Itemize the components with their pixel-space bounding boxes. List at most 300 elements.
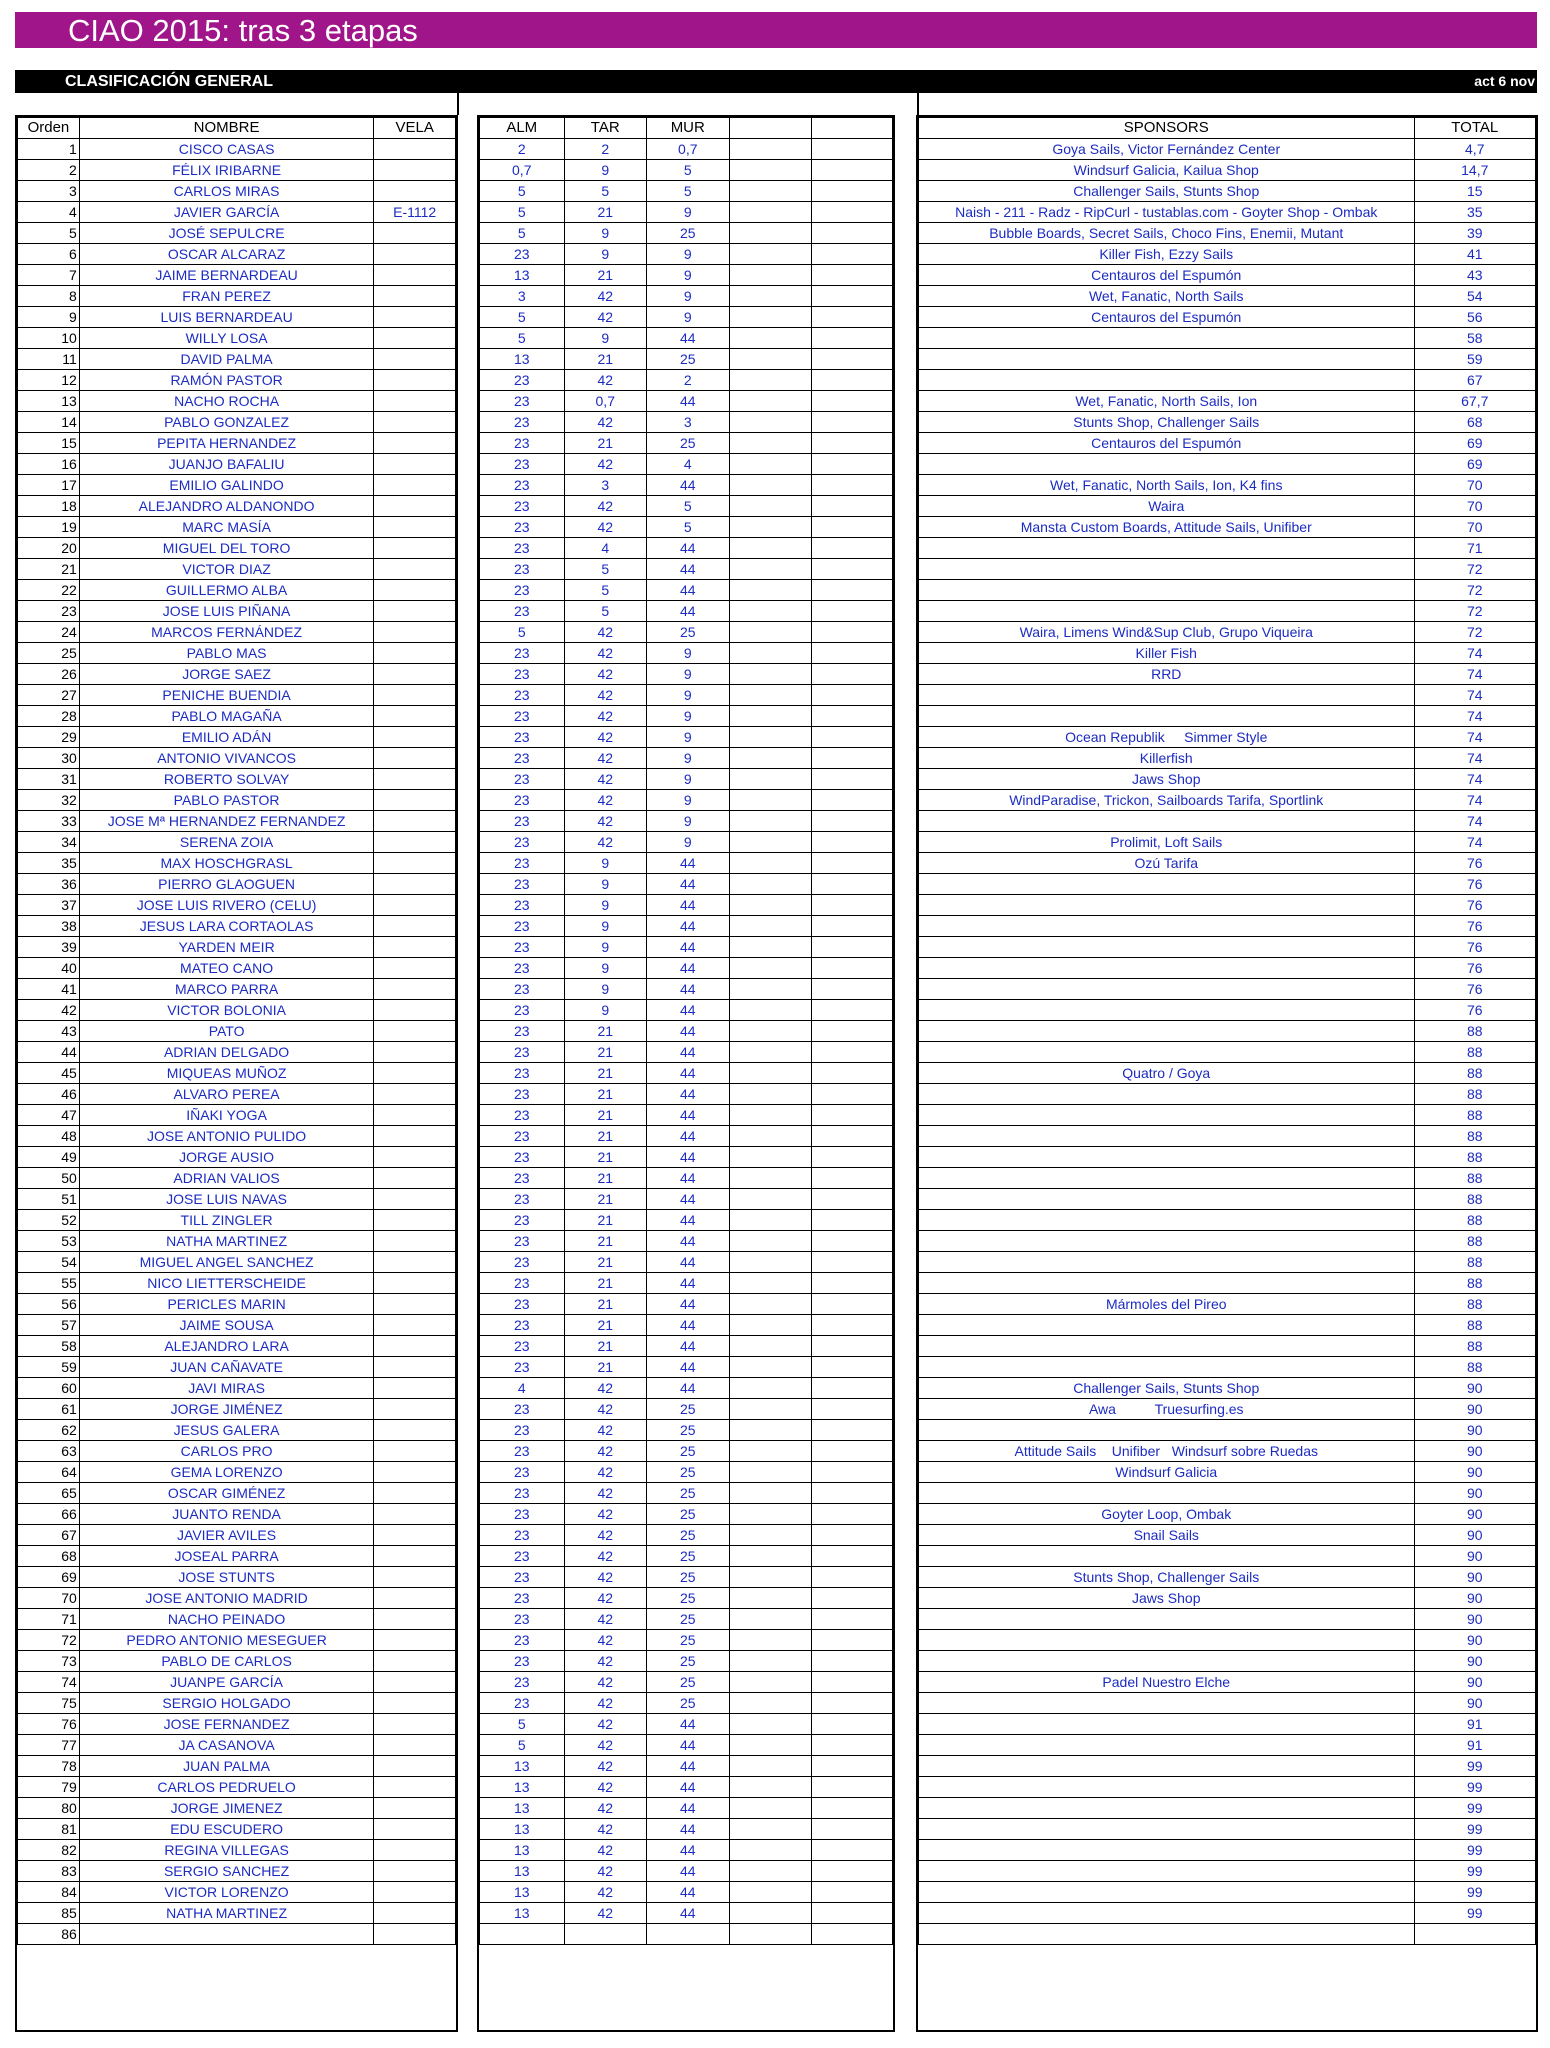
table-row — [480, 559, 893, 580]
vela-cell — [374, 1231, 456, 1252]
alm-cell: 2 — [480, 139, 565, 160]
blank-cell — [729, 1399, 811, 1420]
blank-cell — [811, 1021, 892, 1042]
mur-cell: 5 — [647, 181, 730, 202]
mur-cell: 44 — [647, 1042, 730, 1063]
vela-cell — [374, 1336, 456, 1357]
sponsors-cell — [919, 1252, 1415, 1273]
sponsors-cell: Waira, Limens Wind&Sup Club, Grupo Viqueira — [919, 622, 1415, 643]
blank-cell — [811, 1063, 892, 1084]
orden-cell: 73 — [18, 1651, 80, 1672]
mur-cell: 25 — [647, 1441, 730, 1462]
table-row — [480, 895, 893, 916]
blank-cell — [729, 1105, 811, 1126]
orden-cell: 65 — [18, 1483, 80, 1504]
table-row — [18, 391, 456, 412]
tar-cell: 9 — [564, 244, 647, 265]
total-cell: 76 — [1414, 1000, 1536, 1021]
nombre-cell: PABLO MAGAÑA — [79, 706, 373, 727]
total-cell: 90 — [1414, 1504, 1536, 1525]
tar-cell: 0,7 — [564, 391, 647, 412]
orden-cell: 72 — [18, 1630, 80, 1651]
mur-cell: 25 — [647, 349, 730, 370]
sponsors-cell: Padel Nuestro Elche — [919, 1672, 1415, 1693]
blank-cell — [811, 1273, 892, 1294]
table-row — [480, 286, 893, 307]
alm-cell: 23 — [480, 853, 565, 874]
table-row — [919, 1105, 1536, 1126]
mur-cell: 44 — [647, 601, 730, 622]
nombre-cell: CARLOS MIRAS — [79, 181, 373, 202]
nombre-cell: JORGE JIMENEZ — [79, 1798, 373, 1819]
table-row — [18, 1357, 456, 1378]
total-cell: 90 — [1414, 1588, 1536, 1609]
blank-cell — [811, 1315, 892, 1336]
tar-cell: 21 — [564, 1168, 647, 1189]
tar-cell: 9 — [564, 874, 647, 895]
alm-cell: 23 — [480, 685, 565, 706]
blank-cell — [729, 1084, 811, 1105]
total-cell: 43 — [1414, 265, 1536, 286]
blank-cell — [729, 559, 811, 580]
sponsors-cell — [919, 1714, 1415, 1735]
sponsors-cell: Goya Sails, Victor Fernández Center — [919, 139, 1415, 160]
total-cell: 91 — [1414, 1735, 1536, 1756]
mur-cell: 9 — [647, 685, 730, 706]
nombre-cell: VICTOR LORENZO — [79, 1882, 373, 1903]
orden-cell: 39 — [18, 937, 80, 958]
vela-cell — [374, 370, 456, 391]
table-row — [480, 622, 893, 643]
sponsors-cell: Jaws Shop — [919, 769, 1415, 790]
table-row — [919, 1462, 1536, 1483]
vela-cell — [374, 139, 456, 160]
table-row — [18, 748, 456, 769]
mur-cell: 0,7 — [647, 139, 730, 160]
vela-cell — [374, 727, 456, 748]
vela-cell — [374, 601, 456, 622]
sponsors-cell — [919, 1000, 1415, 1021]
mur-cell: 44 — [647, 1021, 730, 1042]
orden-cell: 29 — [18, 727, 80, 748]
table-row — [18, 643, 456, 664]
nombre-cell: JOSE FERNANDEZ — [79, 1714, 373, 1735]
total-cell: 99 — [1414, 1882, 1536, 1903]
blank-cell — [811, 1189, 892, 1210]
total-cell: 90 — [1414, 1420, 1536, 1441]
table-row — [480, 1777, 893, 1798]
table-row — [480, 601, 893, 622]
alm-cell: 5 — [480, 181, 565, 202]
vela-cell — [374, 1168, 456, 1189]
table-row — [919, 1903, 1536, 1924]
table-row — [919, 1609, 1536, 1630]
table-row — [480, 181, 893, 202]
sponsors-cell — [919, 1210, 1415, 1231]
alm-cell: 23 — [480, 580, 565, 601]
total-cell: 72 — [1414, 622, 1536, 643]
blank-cell — [811, 1378, 892, 1399]
blank-cell — [729, 1840, 811, 1861]
table-row — [480, 475, 893, 496]
blank-cell — [811, 1231, 892, 1252]
blank-cell — [729, 1756, 811, 1777]
total-cell: 74 — [1414, 769, 1536, 790]
tar-cell: 9 — [564, 937, 647, 958]
alm-cell: 23 — [480, 244, 565, 265]
total-cell: 88 — [1414, 1063, 1536, 1084]
table-row — [480, 433, 893, 454]
vela-cell — [374, 286, 456, 307]
alm-cell: 5 — [480, 622, 565, 643]
blank-cell — [811, 328, 892, 349]
total-cell: 90 — [1414, 1462, 1536, 1483]
tar-cell: 9 — [564, 895, 647, 916]
table-row — [480, 391, 893, 412]
tar-cell: 42 — [564, 286, 647, 307]
header-blank-2 — [811, 118, 892, 139]
nombre-cell: JORGE AUSIO — [79, 1147, 373, 1168]
blank-cell — [811, 706, 892, 727]
blank-cell — [811, 1546, 892, 1567]
blank-cell — [729, 1147, 811, 1168]
table-row — [480, 1252, 893, 1273]
table-row — [480, 349, 893, 370]
vela-cell — [374, 244, 456, 265]
table-row — [18, 937, 456, 958]
orden-cell: 49 — [18, 1147, 80, 1168]
mur-cell: 44 — [647, 1357, 730, 1378]
tar-cell: 42 — [564, 1525, 647, 1546]
table-row — [18, 1819, 456, 1840]
table-row — [919, 1441, 1536, 1462]
orden-cell: 58 — [18, 1336, 80, 1357]
sponsors-cell: Killer Fish, Ezzy Sails — [919, 244, 1415, 265]
tar-cell: 2 — [564, 139, 647, 160]
table-row — [480, 1126, 893, 1147]
vela-cell — [374, 1693, 456, 1714]
blank-cell — [729, 1609, 811, 1630]
table-row — [480, 1483, 893, 1504]
sponsors-cell — [919, 1336, 1415, 1357]
header-sponsors: SPONSORS — [919, 118, 1415, 139]
sponsors-cell — [919, 1903, 1415, 1924]
sponsors-cell — [919, 1777, 1415, 1798]
table-row — [18, 1504, 456, 1525]
vela-cell — [374, 1567, 456, 1588]
table-row — [919, 685, 1536, 706]
nombre-cell: PENICHE BUENDIA — [79, 685, 373, 706]
table-row — [18, 580, 456, 601]
table-row — [919, 1756, 1536, 1777]
sponsors-cell — [919, 559, 1415, 580]
mur-cell: 9 — [647, 769, 730, 790]
table-row — [480, 1735, 893, 1756]
mur-cell: 44 — [647, 874, 730, 895]
table-row — [919, 1294, 1536, 1315]
total-cell: 74 — [1414, 664, 1536, 685]
section-title: CLASIFICACIÓN GENERAL — [65, 73, 273, 90]
table-row — [919, 1399, 1536, 1420]
table-row — [919, 517, 1536, 538]
total-cell: 88 — [1414, 1042, 1536, 1063]
blank-cell — [729, 1189, 811, 1210]
vela-cell — [374, 1735, 456, 1756]
orden-cell: 63 — [18, 1441, 80, 1462]
table-row — [18, 265, 456, 286]
alm-cell: 23 — [480, 1063, 565, 1084]
alm-cell: 23 — [480, 1504, 565, 1525]
blank-cell — [811, 1525, 892, 1546]
blank-cell — [729, 1357, 811, 1378]
nombre-cell: OSCAR ALCARAZ — [79, 244, 373, 265]
blank-cell — [811, 160, 892, 181]
orden-cell: 13 — [18, 391, 80, 412]
mur-cell: 44 — [647, 979, 730, 1000]
table-row — [919, 748, 1536, 769]
header-orden: Orden — [18, 118, 80, 139]
alm-cell: 23 — [480, 538, 565, 559]
nombre-cell: ANTONIO VIVANCOS — [79, 748, 373, 769]
vela-cell — [374, 1903, 456, 1924]
nombre-cell: SERENA ZOIA — [79, 832, 373, 853]
table-row — [18, 622, 456, 643]
blank-cell — [811, 1609, 892, 1630]
total-cell: 88 — [1414, 1105, 1536, 1126]
table-row — [919, 454, 1536, 475]
mur-cell: 44 — [647, 580, 730, 601]
tar-cell: 9 — [564, 160, 647, 181]
total-cell: 88 — [1414, 1084, 1536, 1105]
blank-cell — [811, 391, 892, 412]
table-row — [480, 160, 893, 181]
blank-cell — [729, 1588, 811, 1609]
tar-cell: 9 — [564, 958, 647, 979]
table-row — [480, 370, 893, 391]
vela-cell — [374, 1525, 456, 1546]
mur-cell: 25 — [647, 1693, 730, 1714]
table-row — [480, 1903, 893, 1924]
vela-cell — [374, 223, 456, 244]
table-row — [919, 496, 1536, 517]
vela-cell — [374, 433, 456, 454]
table-row — [919, 580, 1536, 601]
blank-cell — [811, 1084, 892, 1105]
blank-cell — [811, 286, 892, 307]
sponsors-cell — [919, 1084, 1415, 1105]
blank-cell — [729, 223, 811, 244]
table-row — [480, 454, 893, 475]
sponsors-cell — [919, 1126, 1415, 1147]
alm-cell: 23 — [480, 1147, 565, 1168]
blank-cell — [729, 1273, 811, 1294]
nombre-cell: NATHA MARTINEZ — [79, 1903, 373, 1924]
total-cell: 90 — [1414, 1567, 1536, 1588]
vela-cell — [374, 1546, 456, 1567]
table-row — [919, 1378, 1536, 1399]
mur-cell: 25 — [647, 1462, 730, 1483]
total-cell: 90 — [1414, 1483, 1536, 1504]
sponsors-cell: Goyter Loop, Ombak — [919, 1504, 1415, 1525]
blank-cell — [811, 1882, 892, 1903]
alm-cell: 23 — [480, 790, 565, 811]
tar-cell: 42 — [564, 1714, 647, 1735]
total-cell: 72 — [1414, 559, 1536, 580]
blank-cell — [811, 853, 892, 874]
alm-cell: 23 — [480, 1252, 565, 1273]
sponsors-cell — [919, 1609, 1415, 1630]
sponsors-cell — [919, 895, 1415, 916]
sponsors-cell — [919, 454, 1415, 475]
vela-cell — [374, 1504, 456, 1525]
table-row — [480, 706, 893, 727]
total-cell: 88 — [1414, 1252, 1536, 1273]
vela-cell — [374, 664, 456, 685]
orden-cell: 14 — [18, 412, 80, 433]
sponsors-cell — [919, 1189, 1415, 1210]
total-cell: 74 — [1414, 706, 1536, 727]
table-row — [480, 139, 893, 160]
alm-cell: 23 — [480, 454, 565, 475]
total-cell: 15 — [1414, 181, 1536, 202]
table-row — [919, 958, 1536, 979]
nombre-cell: JAVI MIRAS — [79, 1378, 373, 1399]
blank-cell — [811, 244, 892, 265]
blank-cell — [729, 1546, 811, 1567]
orden-cell: 52 — [18, 1210, 80, 1231]
alm-cell: 5 — [480, 1714, 565, 1735]
nombre-cell: JESUS GALERA — [79, 1420, 373, 1441]
blank-cell — [729, 1483, 811, 1504]
blank-cell — [811, 1441, 892, 1462]
alm-cell: 23 — [480, 811, 565, 832]
tar-cell: 9 — [564, 223, 647, 244]
table-row — [18, 1525, 456, 1546]
table-row — [919, 769, 1536, 790]
tar-cell: 21 — [564, 202, 647, 223]
tar-cell: 21 — [564, 1210, 647, 1231]
table-row — [18, 1084, 456, 1105]
tar-cell: 42 — [564, 1630, 647, 1651]
total-cell: 88 — [1414, 1126, 1536, 1147]
nombre-cell: JUANTO RENDA — [79, 1504, 373, 1525]
total-cell: 74 — [1414, 790, 1536, 811]
blank-cell — [811, 1798, 892, 1819]
table-row — [480, 1819, 893, 1840]
total-cell: 56 — [1414, 307, 1536, 328]
total-cell: 72 — [1414, 580, 1536, 601]
sponsors-cell — [919, 1420, 1415, 1441]
orden-cell: 5 — [18, 223, 80, 244]
nombre-cell: TILL ZINGLER — [79, 1210, 373, 1231]
blank-cell — [729, 601, 811, 622]
alm-cell: 13 — [480, 1840, 565, 1861]
blank-cell — [811, 475, 892, 496]
table-row — [18, 1168, 456, 1189]
tar-cell: 42 — [564, 1588, 647, 1609]
blank-cell — [729, 874, 811, 895]
tar-cell: 42 — [564, 748, 647, 769]
table-row — [919, 1567, 1536, 1588]
vela-cell — [374, 538, 456, 559]
orden-cell: 37 — [18, 895, 80, 916]
blank-cell — [811, 790, 892, 811]
blank-cell — [729, 139, 811, 160]
table-row — [919, 1651, 1536, 1672]
nombre-cell: FRAN PEREZ — [79, 286, 373, 307]
table-row — [18, 538, 456, 559]
vela-cell — [374, 1798, 456, 1819]
mur-cell: 25 — [647, 1525, 730, 1546]
sponsors-block — [916, 115, 1538, 2032]
tar-cell: 5 — [564, 559, 647, 580]
table-row — [919, 223, 1536, 244]
total-cell: 88 — [1414, 1147, 1536, 1168]
mur-cell: 9 — [647, 790, 730, 811]
blank-cell — [811, 601, 892, 622]
blank-cell — [729, 1378, 811, 1399]
tar-cell: 42 — [564, 1777, 647, 1798]
tar-cell: 42 — [564, 412, 647, 433]
nombre-cell: JAVIER GARCÍA — [79, 202, 373, 223]
blank-cell — [811, 1294, 892, 1315]
vela-cell — [374, 1861, 456, 1882]
table-row — [18, 853, 456, 874]
table-row — [919, 1273, 1536, 1294]
table-row — [18, 1567, 456, 1588]
orden-cell: 40 — [18, 958, 80, 979]
mur-cell: 44 — [647, 895, 730, 916]
alm-cell: 4 — [480, 1378, 565, 1399]
orden-cell: 76 — [18, 1714, 80, 1735]
blank-cell — [729, 1567, 811, 1588]
table-row — [480, 223, 893, 244]
table-row — [18, 1861, 456, 1882]
blank-cell — [729, 790, 811, 811]
mur-cell: 44 — [647, 1273, 730, 1294]
blank-cell — [729, 643, 811, 664]
table-row — [919, 1147, 1536, 1168]
nombre-cell: JORGE SAEZ — [79, 664, 373, 685]
alm-cell: 23 — [480, 748, 565, 769]
blank-cell — [811, 1126, 892, 1147]
sponsors-cell — [919, 685, 1415, 706]
table-row — [18, 1399, 456, 1420]
table-row — [480, 727, 893, 748]
vela-cell — [374, 1252, 456, 1273]
sponsors-cell — [919, 1882, 1415, 1903]
table-row — [18, 1105, 456, 1126]
blank-cell — [811, 454, 892, 475]
table-row — [919, 1504, 1536, 1525]
tar-cell: 42 — [564, 664, 647, 685]
orden-cell: 26 — [18, 664, 80, 685]
alm-cell: 23 — [480, 874, 565, 895]
vela-cell — [374, 1105, 456, 1126]
tar-cell: 21 — [564, 1294, 647, 1315]
blank-cell — [811, 349, 892, 370]
table-row — [480, 1231, 893, 1252]
alm-cell: 23 — [480, 1315, 565, 1336]
mur-cell: 44 — [647, 1819, 730, 1840]
nombre-cell: GEMA LORENZO — [79, 1462, 373, 1483]
alm-cell: 13 — [480, 1861, 565, 1882]
table-row — [18, 1147, 456, 1168]
table-row — [480, 1315, 893, 1336]
table-row — [18, 496, 456, 517]
alm-cell: 23 — [480, 937, 565, 958]
table-row — [18, 349, 456, 370]
